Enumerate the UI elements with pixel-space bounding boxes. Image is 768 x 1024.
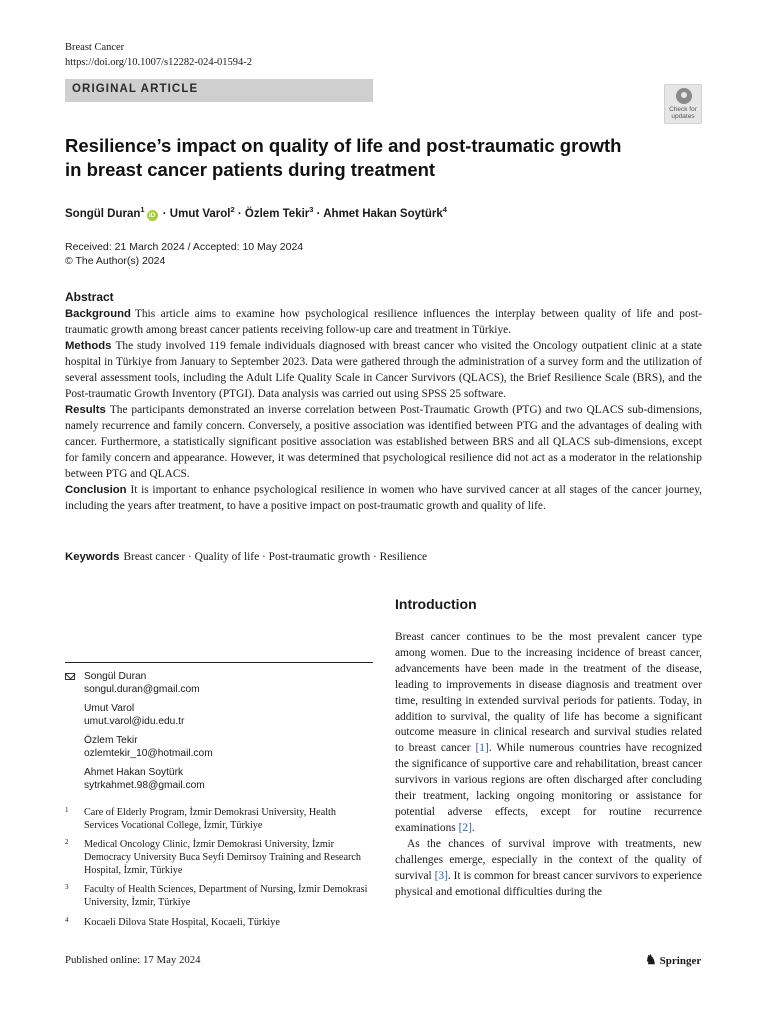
correspondent-name: Özlem Tekir: [84, 735, 138, 746]
affiliation-number: 2: [65, 838, 69, 846]
author-affil-num: 4: [442, 205, 447, 214]
affiliation-text: Care of Elderly Program, İzmir Demokrasi University, Health Services Vocational College, İzmir, Türkiye: [84, 807, 336, 831]
check-for-updates-label: Check for updates: [669, 106, 697, 120]
abstract-background: [65, 306, 702, 338]
intro-text: . While numerous countries have recognized the significance of supportive care and rehabilitation, breast cancer survivors in various regions are often discharged after concluding their treatment, lacking ongoing monitoring or assistance for potential adverse effects, except for routine recurrence examinations: [395, 742, 702, 834]
publisher-name: Springer: [659, 955, 702, 967]
results-label: Results: [65, 404, 106, 416]
intro-text: .: [471, 821, 475, 834]
affiliation-text: Kocaeli Dilova State Hospital, Kocaeli, Türkiye: [84, 917, 280, 928]
author-affil-num: 2: [230, 205, 235, 214]
springer-horse-icon: ♞: [645, 952, 657, 967]
abstract-methods: [65, 338, 702, 402]
affiliation: [65, 883, 373, 911]
journal-name: Breast Cancer: [65, 42, 125, 53]
affiliation-text: Faculty of Health Sciences, Department of Nursing, İzmir Demokrasi University, İzmir, Türkiye: [84, 884, 368, 908]
article-title: [65, 134, 685, 182]
background-label: Background: [65, 308, 131, 320]
affiliation-text: Medical Oncology Clinic, İzmir Demokrasi University, İzmir Democracy University Buca Seyfi Demirsoy Training and Research Hospital, İzmir, Türkiye: [84, 839, 361, 876]
intro-text: As the chances of survival improve with treatments, new challenges emerge, especially in the context of the quality of survival: [395, 837, 702, 882]
correspondent-email[interactable]: ozlemtekir_10@hotmail.com: [84, 748, 213, 759]
abstract-body: [65, 306, 702, 514]
affiliation-number: 3: [65, 883, 69, 891]
intro-paragraph: [395, 630, 702, 837]
affiliation: [65, 916, 373, 930]
background-text: This article aims to examine how psychological resilience influences the interplay between quality of life and post-traumatic growth among breast cancer patients receiving follow-up care and treatment in Türkiye.: [65, 308, 702, 336]
correspondent-name: Ahmet Hakan Soytürk: [84, 767, 184, 778]
doi-link[interactable]: https://doi.org/10.1007/s12282-024-01594-2: [65, 57, 253, 68]
affiliation: [65, 806, 373, 834]
author-name[interactable]: Özlem Tekir: [244, 207, 310, 220]
article-type-label: ORIGINAL ARTICLE: [72, 83, 199, 95]
author-name[interactable]: Ahmet Hakan Soytürk: [323, 207, 443, 220]
check-for-updates-icon: [676, 88, 692, 104]
affiliation-number: 4: [65, 916, 69, 924]
keywords-label: Keywords: [65, 551, 120, 563]
correspondence-entry: [84, 670, 200, 696]
citation-link[interactable]: [3]: [434, 869, 448, 882]
abstract-results: [65, 402, 702, 482]
publisher-logo[interactable]: [645, 952, 701, 968]
envelope-icon: [65, 673, 75, 680]
intro-paragraph: [395, 837, 702, 901]
affiliation-number: 1: [65, 806, 69, 814]
title-line-1: Resilience’s impact on quality of life and post-traumatic growth: [65, 135, 622, 156]
check-for-updates-badge[interactable]: [664, 84, 702, 124]
correspondence-entry: [84, 702, 184, 728]
keywords: [65, 549, 427, 565]
results-text: The participants demonstrated an inverse correlation between Post-Traumatic Growth (PTG) and two QLACS sub-dimensions, namely recurrence and family concern. Conversely, a positive association was identified between PTG and the advantages of dealing with cancer. Furthermore, a statistically significant positive association was established between BRS and all QLACS sub-dimensions, except for family concern and appearance. However, it was determined that psychological resilience did not act as a moderator in the relationship between PTG and QLACS.: [65, 404, 702, 480]
methods-text: The study involved 119 female individuals diagnosed with breast cancer who visited the Oncology outpatient clinic at a state hospital in Türkiye from January to September 2023. Data were gathered through the administration of a survey form and the utilization of several assessment tools, including the Adult Life Quality Scale in Cancer Survivors (QLACS), the Brief Resilience Scale (BRS), and the Post-traumatic Growth Inventory (PTGI). Data analysis was carried out using SPSS 25 software.: [65, 340, 702, 400]
abstract-conclusion: [65, 482, 702, 514]
published-online-date: Published online: 17 May 2024: [65, 954, 201, 966]
intro-text: Breast cancer continues to be the most prevalent cancer type among women. Due to the increasing incidence of breast cancer, advancements have been made in the treatment of the disease, leading to improvements in disease diagnosis and treatment over time, resulting in extended survival periods for patients. Today, in addition to survival, the quality of life has become a significant outcome measure in clinical research and survival studies related to breast cancer: [395, 631, 702, 755]
author-name[interactable]: Songül Duran: [65, 207, 141, 220]
affiliation: [65, 838, 373, 878]
conclusion-label: Conclusion: [65, 484, 127, 496]
citation-link[interactable]: [1]: [475, 742, 489, 755]
abstract-heading: Abstract: [65, 290, 114, 304]
methods-label: Methods: [65, 340, 112, 352]
introduction-heading: Introduction: [395, 596, 477, 612]
correspondent-email[interactable]: songul.duran@gmail.com: [84, 684, 200, 695]
orcid-icon[interactable]: iD: [147, 210, 158, 221]
intro-text: . It is common for breast cancer survivors to experience physical and emotional difficulties during the: [395, 869, 702, 898]
title-line-2: in breast cancer patients during treatment: [65, 159, 436, 180]
correspondent-email[interactable]: umut.varol@idu.edu.tr: [84, 716, 185, 727]
author-affil-num: 1: [140, 205, 145, 214]
correspondence-entry: [84, 766, 205, 792]
author-affil-num: 3: [309, 205, 314, 214]
correspondent-name: Songül Duran: [84, 671, 147, 682]
correspondence-block: [65, 670, 373, 795]
correspondence-entry: [84, 734, 213, 760]
author-list: Songül Duran$^1$iD · Umut Varol$^2$ · Özlem Tekir$^3$ · Ahmet Hakan Soytürk$^4$: [65, 205, 447, 220]
keywords-text: Breast cancer · Quality of life · Post-traumatic growth · Resilience: [123, 551, 428, 563]
copyright-notice: © The Author(s) 2024: [65, 255, 166, 267]
conclusion-text: It is important to enhance psychological resilience in women who have survived cancer at all stages of the cancer journey, including the years after treatment, to have a positive impact on post-traumatic growth and quality of life.: [65, 484, 702, 512]
citation-link[interactable]: [2]: [458, 821, 472, 834]
author-name[interactable]: Umut Varol: [169, 207, 231, 220]
article-type-banner: [65, 79, 373, 102]
footnote-divider: [65, 662, 373, 663]
received-accepted-dates: Received: 21 March 2024 / Accepted: 10 May 2024: [65, 241, 304, 253]
correspondent-name: Umut Varol: [84, 703, 135, 714]
correspondent-email[interactable]: sytrkahmet.98@gmail.com: [84, 780, 205, 791]
introduction-body: [395, 630, 702, 900]
